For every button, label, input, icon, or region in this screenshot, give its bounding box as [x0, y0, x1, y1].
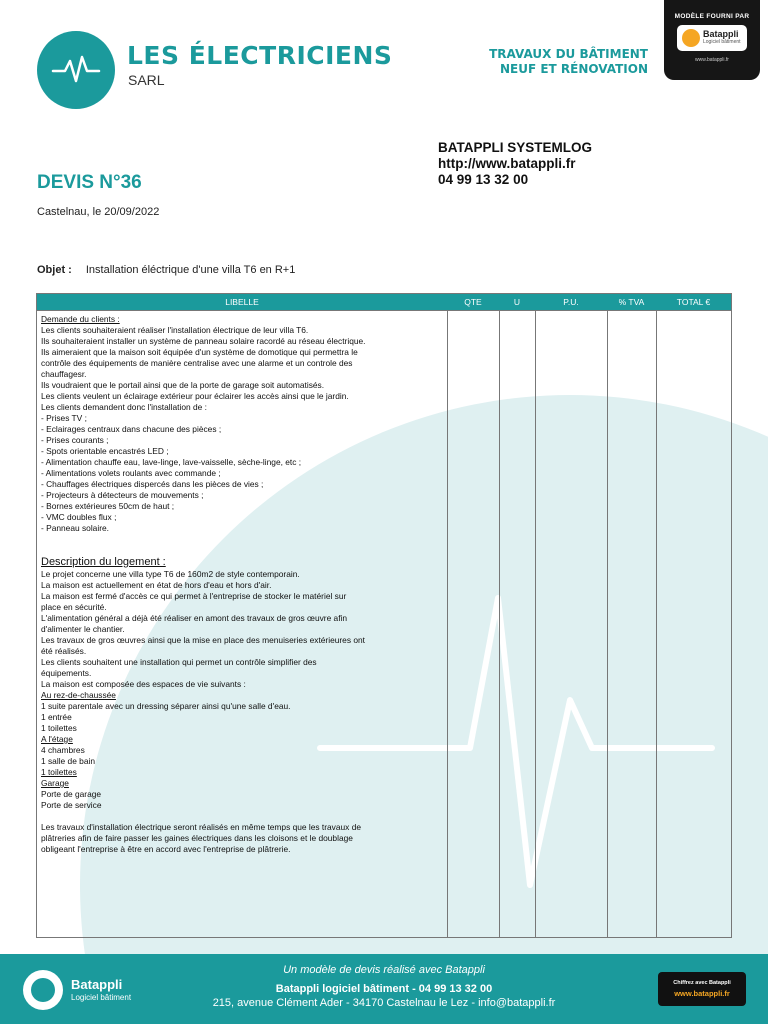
header-u: U	[513, 297, 521, 307]
demande-line: - Panneau solaire.	[41, 523, 109, 533]
badge-brand: Batappli	[703, 29, 739, 39]
description-line: été réalisés.	[41, 646, 87, 656]
header-tva: % TVA	[618, 297, 645, 307]
rdc-title: Au rez-de-chaussée	[41, 690, 116, 700]
provider-badge[interactable]	[664, 0, 760, 80]
description-list	[41, 569, 445, 690]
rdc-list	[41, 701, 445, 734]
company-logo-subtitle: SARL	[128, 72, 165, 88]
description-line: Les clients souhaitent une installation qui permet un contrôle simplifier des	[41, 657, 317, 667]
description-line: d'alimenter le chantier.	[41, 624, 125, 634]
description-line: équipements.	[41, 668, 92, 678]
etage-toilettes: 1 toilettes	[41, 767, 77, 777]
demande-line: - Chauffages électriques dispercés dans les pièces de vies ;	[41, 479, 264, 489]
batappli-logo-icon	[682, 29, 700, 47]
header-pu: P.U.	[563, 297, 579, 307]
closing-line: plâtreries afin de faire passer les gaines électriques dans les cloisons et le doublage	[41, 833, 353, 843]
tagline-line-1: TRAVAUX DU BÂTIMENT	[489, 47, 648, 61]
demande-line: - Alimentations volets roulants avec commande ;	[41, 468, 221, 478]
badge-url: www.batappli.fr	[695, 57, 729, 63]
recipient-name: BATAPPLI SYSTEMLOG	[438, 140, 593, 155]
recipient-website[interactable]: http://www.batappli.fr	[438, 156, 576, 171]
column-divider	[447, 310, 448, 937]
table-header	[37, 294, 731, 310]
footer-cta-line-1: Chiffrez avec Batappli	[673, 980, 731, 986]
objet-label: Objet :	[37, 264, 72, 276]
header-total: TOTAL €	[676, 297, 711, 307]
demande-line: - Prises courants ;	[41, 435, 109, 445]
description-line: La maison est actuellement en état de hors d'eau et hors d'air.	[41, 580, 272, 590]
footer-brand: Batappli	[71, 977, 123, 992]
etage-list	[41, 745, 445, 767]
footer-line-1: Un modèle de devis réalisé avec Batappli	[283, 964, 485, 976]
column-divider	[656, 310, 657, 937]
company-logo-title: LES ÉLECTRICIENS	[127, 41, 393, 70]
footer	[0, 954, 768, 1024]
recipient-block	[438, 140, 592, 188]
demande-line: - VMC doubles flux ;	[41, 512, 117, 522]
column-divider	[607, 310, 608, 937]
demande-line: Ils voudraient que le portail ainsi que de la porte de garage soit automatisés.	[41, 380, 325, 390]
demande-line: - Bornes extérieures 50cm de haut ;	[41, 501, 175, 511]
closing-line: obligeant l'entreprise à être en accord avec l'entreprise de plâtrerie.	[41, 844, 291, 854]
demande-line: Ils aimeraient que la maison soit équipée d'un système de domotique qui permettra le	[41, 347, 358, 357]
badge-logo	[677, 25, 747, 51]
badge-caption: MODÈLE FOURNI PAR	[674, 13, 750, 20]
demande-line: - Alimentation chauffe eau, lave-linge, lave-vaisselle, sèche-linge, etc ;	[41, 457, 302, 467]
rdc-line: 1 toilettes	[41, 723, 77, 733]
demande-line: Les clients veulent un éclairage extérieur pour éclairer les accès ainsi que le jardin.	[41, 391, 349, 401]
description-line: L'alimentation général a déjà été réaliser en amont des travaux de gros œuvre afin	[41, 613, 348, 623]
demande-line: - Spots orientable encastrés LED ;	[41, 446, 169, 456]
demande-list	[41, 325, 445, 534]
description-line: La maison est fermé d'accès ce qui permet à l'entreprise de stocker le matériel sur	[41, 591, 347, 601]
libelle-cell	[41, 314, 445, 855]
demande-line: - Prises TV ;	[41, 413, 87, 423]
closing-line: Les travaux d'installation électrique seront réalisés en même temps que les travaux de	[41, 822, 362, 832]
footer-cta-box[interactable]	[658, 972, 746, 1006]
rdc-line: 1 suite parentale avec un dressing séparer ainsi qu'une salle d'eau.	[41, 701, 291, 711]
demande-line: chauffagesr.	[41, 369, 87, 379]
recipient-phone: 04 99 13 32 00	[438, 172, 529, 187]
demande-line: - Eclairages centraux dans chacune des pièces ;	[41, 424, 222, 434]
description-line: place en sécurité.	[41, 602, 107, 612]
devis-table	[36, 293, 732, 938]
description-title: Description du logement :	[41, 556, 166, 568]
etage-title: A l'étage	[41, 734, 73, 744]
demande-line: Les clients souhaiteraient réaliser l'installation électrique de leur villa T6.	[41, 325, 309, 335]
closing-paragraph	[41, 822, 445, 855]
demande-line: - Projecteurs à détecteurs de mouvements ;	[41, 490, 204, 500]
demande-line: Les clients demandent donc l'installation de :	[41, 402, 207, 412]
rdc-line: 1 entrée	[41, 712, 72, 722]
etage-line: 4 chambres	[41, 745, 85, 755]
demande-line: Ils souhaiteraient installer un système de panneau solaire racordé au réseau électrique.	[41, 336, 366, 346]
badge-brand-sub: Logiciel bâtiment	[703, 39, 741, 45]
tagline	[489, 47, 648, 77]
header-libelle: LIBELLE	[225, 297, 259, 307]
logo-icon	[37, 31, 115, 109]
demande-title: Demande du clients :	[41, 314, 120, 324]
date-line: Castelnau, le 20/09/2022	[37, 206, 160, 218]
devis-title: DEVIS N°36	[37, 172, 142, 193]
description-line: La maison est composée des espaces de vie suivants :	[41, 679, 246, 689]
footer-cta-link[interactable]: www.batappli.fr	[674, 989, 730, 998]
column-divider	[535, 310, 536, 937]
column-divider	[499, 310, 500, 937]
header-qte: QTE	[464, 297, 482, 307]
garage-line: Porte de service	[41, 800, 102, 810]
garage-line: Porte de garage	[41, 789, 102, 799]
objet-line	[37, 264, 295, 276]
tagline-line-2: NEUF ET RÉNOVATION	[499, 62, 648, 76]
description-line: Les travaux de gros œuvres ainsi que la mise en place des menuiseries extérieures ont	[41, 635, 365, 645]
footer-line-3: 215, avenue Clément Ader - 34170 Castelnau le Lez - info@batappli.fr	[212, 997, 556, 1009]
description-line: Le projet concerne une villa type T6 de 160m2 de style contemporain.	[41, 569, 300, 579]
garage-list	[41, 789, 445, 811]
footer-brand-sub: Logiciel bâtiment	[71, 993, 132, 1002]
objet-value: Installation éléctrique d'une villa T6 en R+1	[85, 264, 296, 276]
garage-title: Garage	[41, 778, 69, 788]
etage-line: 1 salle de bain	[41, 756, 96, 766]
demande-line: contrôle des équipements de manière centralise avec une alarme et un controle des	[41, 358, 353, 368]
header-divider	[37, 310, 731, 311]
footer-line-2: Batappli logiciel bâtiment - 04 99 13 32 00	[275, 983, 493, 995]
